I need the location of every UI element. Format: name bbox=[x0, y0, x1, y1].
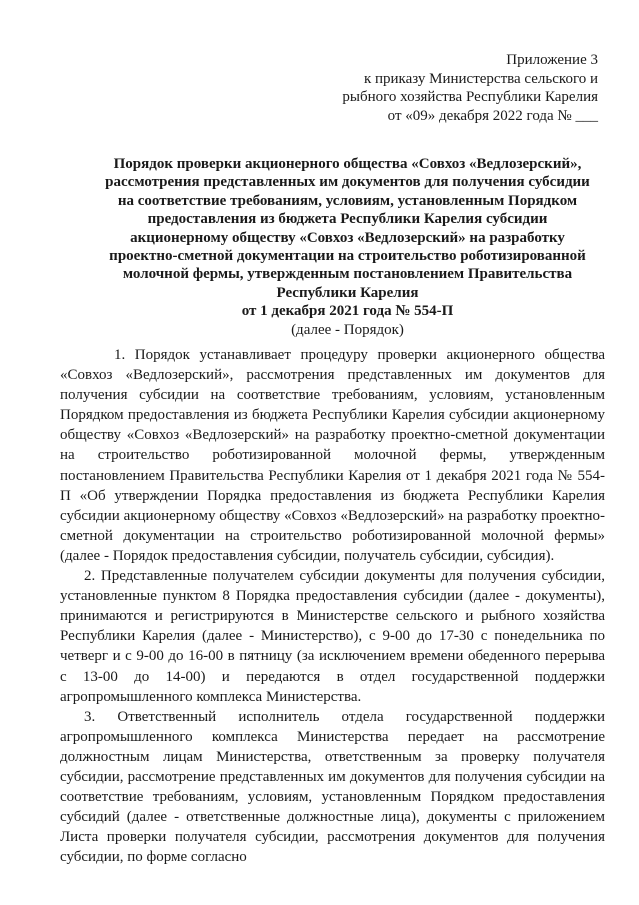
title-subtitle: (далее - Порядок) bbox=[291, 321, 404, 338]
title-line: от 1 декабря 2021 года № 554-П bbox=[241, 303, 454, 320]
title-line: предоставления из бюджета Республики Карелия субсидии bbox=[147, 211, 548, 228]
title-line: на соответствие требованиям, условиям, установленным Порядком bbox=[117, 192, 578, 209]
title-line: проектно-сметной документации на строительство роботизированной bbox=[109, 248, 586, 265]
appendix-line: к приказу Министерства сельского и bbox=[363, 70, 598, 87]
paragraph-1: 1. Порядок устанавливает процедуру проверки акционерного общества «Совхоз «Ведлозерский», рассмотрения представленных им документов для получения субсидии на соответствие требованиям, условиям, установленным Порядком предоставления из бюджета Республики Карелия субсидии акционерному обществу «Совхоз «Ведлозерский» на разработку проектно-сметной документации на строительство роботизированной молочной фермы, утвержденным постановлением Правительства Республики Карелия от 1 декабря 2021 года № 554-П «Об утверждении Порядка предоставления из бюджета Республики Карелия субсидии акционерному обществу «Совхоз «Ведлозерский» на разработку проектно-сметной документации на строительство роботизированной молочной фермы» (далее - Порядок предоставления субсидии, получатель субсидии, субсидия). bbox=[60, 347, 605, 564]
title-line: Республики Карелия bbox=[276, 284, 419, 301]
title-line: акционерному обществу «Совхоз «Ведлозерский» на разработку bbox=[130, 229, 565, 246]
document-title bbox=[95, 155, 600, 339]
title-line: молочной фермы, утвержденным постановлением Правительства bbox=[122, 266, 573, 283]
paragraph-3: 3. Ответственный исполнитель отдела государственной поддержки агропромышленного комплекса Министерства передает на рассмотрение должностным лицам Министерства, ответственным за проверку получателя субсидии, рассмотрение представленных им документов для получения субсидии на соответствие требованиям, условиям, установленным Порядком предоставления субсидий (далее - ответственные должностные лица), документы с приложением Листа проверки получателя субсидии, рассмотрения документов для получения субсидии, по форме согласно bbox=[60, 708, 605, 866]
appendix-header bbox=[342, 51, 598, 125]
title-line: рассмотрения представленных им документов для получения субсидии bbox=[105, 174, 590, 191]
appendix-line: рыбного хозяйства Республики Карелия bbox=[342, 89, 598, 105]
document-body bbox=[60, 345, 605, 867]
appendix-line: от «09» декабря 2022 года № ___ bbox=[387, 107, 598, 124]
title-line: Порядок проверки акционерного общества «Совхоз «Ведлозерский», bbox=[113, 156, 582, 172]
appendix-line: Приложение 3 bbox=[506, 52, 598, 68]
paragraph-2: 2. Представленные получателем субсидии документы для получения субсидии, установленные пунктом 8 Порядка предоставления субсидии (далее - документы), принимаются и регистрируются в Министерстве сельского и рыбного хозяйства Республики Карелия (далее - Министерство), с 9-00 до 17-30 с понедельника по четверг и с 9-00 до 16-00 в пятницу (за исключением времени обеденного перерыва с 13-00 до 14-00) и передаются в отдел государственной поддержки агропромышленного комплекса Министерства. bbox=[60, 568, 605, 705]
